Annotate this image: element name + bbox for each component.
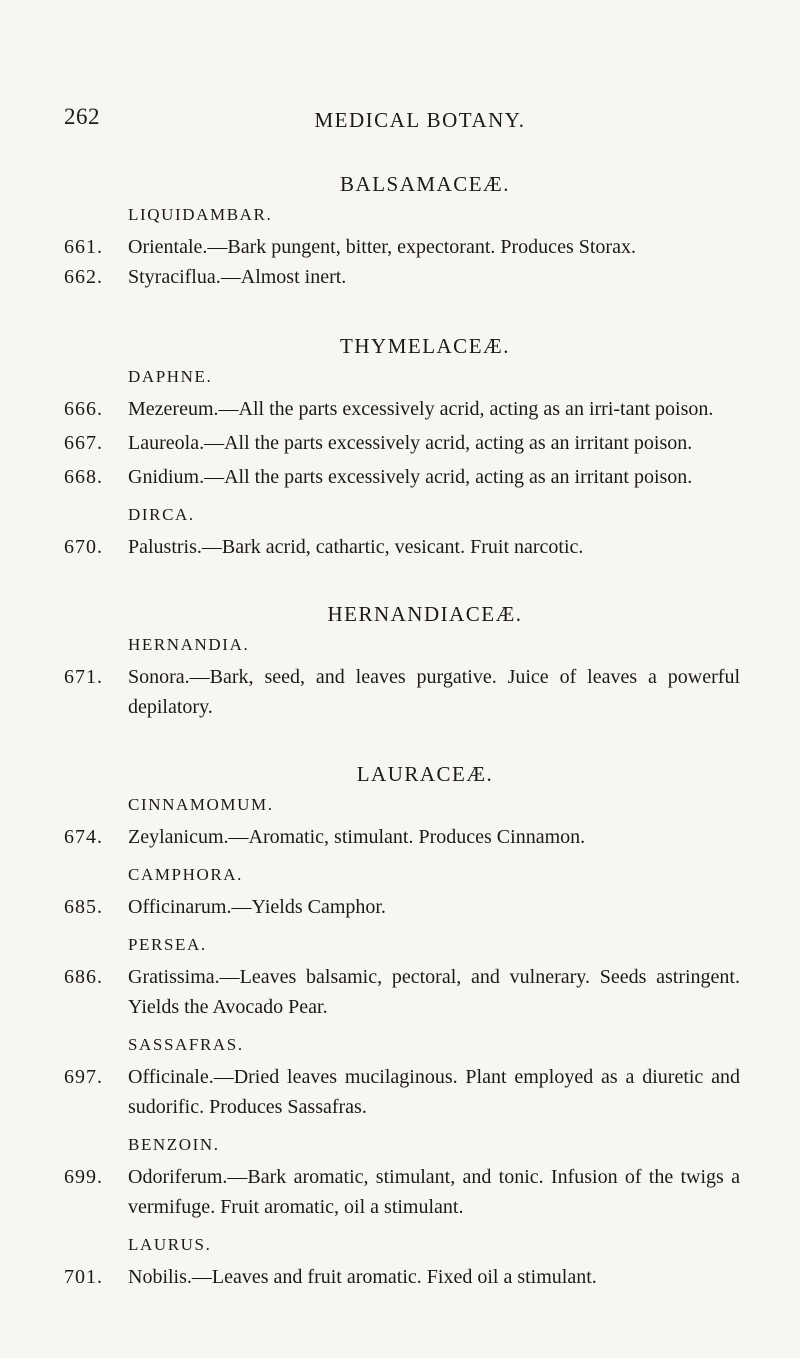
page-content [64, 170, 740, 1328]
entry-number: 668. [64, 466, 103, 488]
page-header [64, 104, 736, 138]
entry-number: 699. [64, 1166, 103, 1188]
genus-heading: LAURUS. [128, 1235, 212, 1254]
family-section [64, 600, 740, 722]
genus-heading: DAPHNE. [128, 367, 213, 386]
list-item [64, 892, 740, 922]
genus-heading: SASSAFRAS. [128, 1035, 244, 1054]
entry-text: Mezereum.—All the parts excessively acrid, acting as an irri-tant poison. [128, 398, 714, 420]
family-heading: HERNANDIACEÆ. [327, 602, 523, 626]
entry-text: Orientale.—Bark pungent, bitter, expectorant. Produces Storax. [128, 236, 636, 258]
entry-number: 697. [64, 1066, 103, 1088]
genus-heading: BENZOIN. [128, 1135, 220, 1154]
entry-text: Zeylanicum.—Aromatic, stimulant. Produces Cinnamon. [128, 826, 586, 848]
list-item [64, 1062, 740, 1122]
family-heading: BALSAMACEÆ. [340, 172, 510, 196]
entry-number: 686. [64, 966, 103, 988]
list-item [64, 428, 740, 458]
entry-number: 671. [64, 666, 103, 688]
entry-text: Gnidium.—All the parts excessively acrid, acting as an irritant poison. [128, 466, 693, 488]
list-item [64, 822, 740, 852]
family-heading: LAURACEÆ. [356, 762, 494, 786]
entry-number: 667. [64, 432, 103, 454]
genus-heading: CAMPHORA. [128, 865, 244, 884]
entry-text: Styraciflua.—Almost inert. [128, 266, 347, 288]
list-item [64, 962, 740, 1022]
page-number: 262 [64, 104, 100, 129]
list-item [64, 1162, 740, 1222]
genus-heading: PERSEA. [128, 935, 207, 954]
list-item [64, 232, 740, 262]
entry-text: Odoriferum.—Bark aromatic, stimulant, and tonic. Infusion of the twigs a vermifuge. Fruit aromatic, oil a stimulant. [128, 1166, 740, 1218]
entry-number: 661. [64, 236, 103, 258]
entry-number: 670. [64, 536, 103, 558]
genus-heading: CINNAMOMUM. [128, 795, 274, 814]
list-item [64, 262, 740, 292]
entry-text: Laureola.—All the parts excessively acrid, acting as an irritant poison. [128, 432, 693, 454]
entry-number: 701. [64, 1266, 103, 1288]
entry-number: 674. [64, 826, 103, 848]
family-section [64, 332, 740, 562]
genus-heading: LIQUIDAMBAR. [128, 205, 273, 224]
genus-heading: HERNANDIA. [128, 635, 250, 654]
list-item [64, 394, 740, 424]
list-item [64, 462, 740, 492]
entry-number: 666. [64, 398, 103, 420]
family-section [64, 760, 740, 1292]
entry-text: Officinale.—Dried leaves mucilaginous. Plant employed as a diuretic and sudorific. Produces Sassafras. [128, 1066, 740, 1118]
list-item [64, 662, 740, 722]
entry-text: Sonora.—Bark, seed, and leaves purgative. Juice of leaves a powerful depilatory. [128, 666, 740, 718]
family-section [64, 170, 740, 292]
entry-text: Nobilis.—Leaves and fruit aromatic. Fixed oil a stimulant. [128, 1266, 597, 1288]
entry-number: 662. [64, 266, 103, 288]
entry-text: Officinarum.—Yields Camphor. [128, 896, 386, 918]
list-item [64, 1262, 740, 1292]
entry-text: Gratissima.—Leaves balsamic, pectoral, and vulnerary. Seeds astringent. Yields the Avocado Pear. [128, 966, 740, 1018]
entry-number: 685. [64, 896, 103, 918]
list-item [64, 532, 740, 562]
running-head: MEDICAL BOTANY. [314, 108, 526, 132]
family-heading: THYMELACEÆ. [340, 334, 510, 358]
genus-heading: DIRCA. [128, 505, 195, 524]
entry-text: Palustris.—Bark acrid, cathartic, vesicant. Fruit narcotic. [128, 536, 584, 558]
